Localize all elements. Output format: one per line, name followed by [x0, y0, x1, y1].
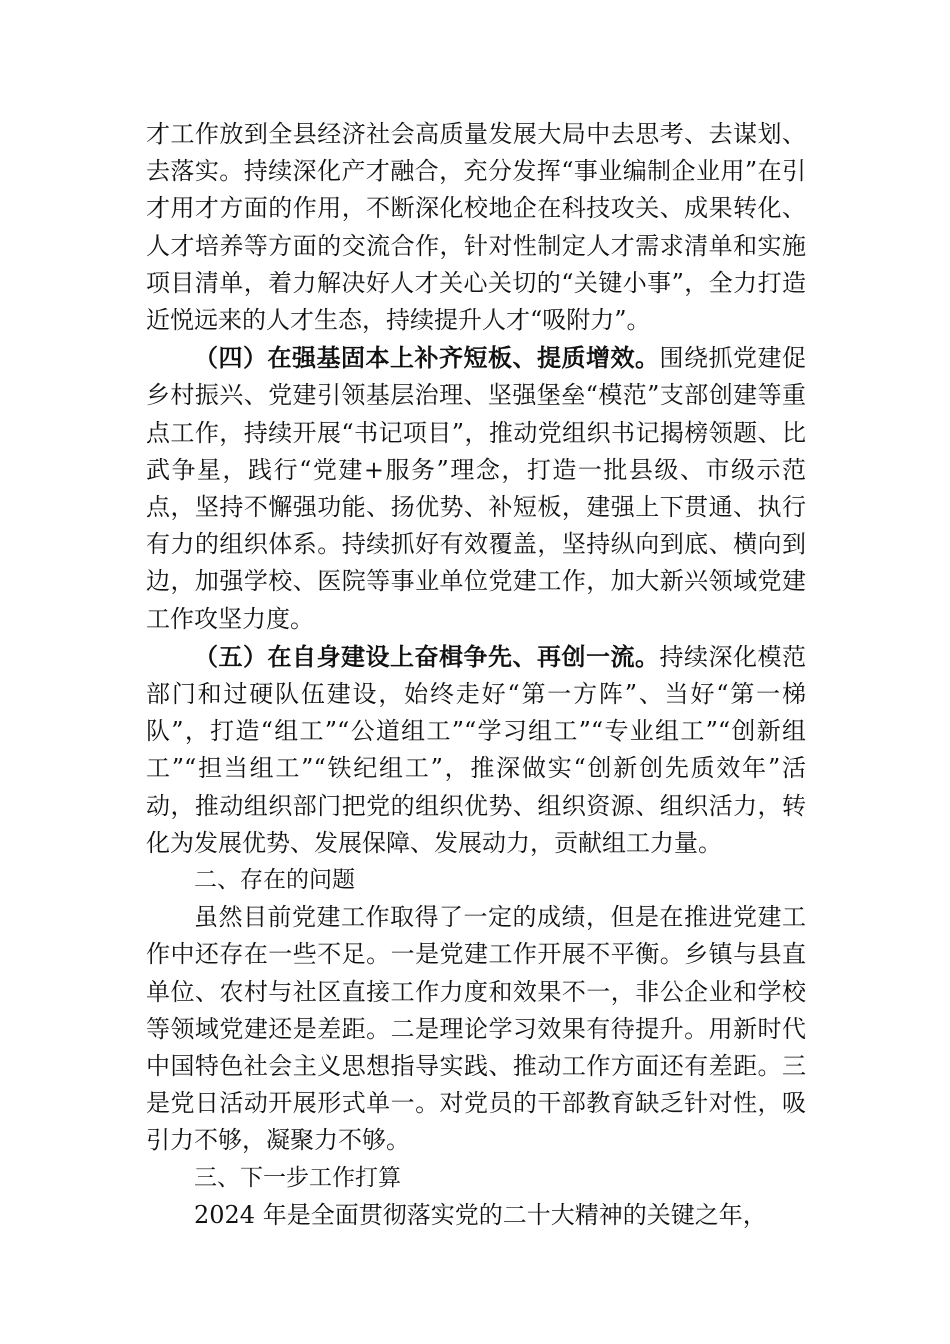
section-five-text: 持续深化模范部门和过硬队伍建设，始终走好“第一方阵”、当好“第一梯队”，打造“组工”“公道组工”“学习组工”“专业组工”“创新组工”“担当组工”“铁纪组工”，推深做实“创新创先质效年”活动，推动组织部门把党的组织优势、组织资源、组织活力，转化为发展优势、发展保障、发展动力，贡献组工力量。 — [146, 642, 806, 857]
paragraph-section-five — [146, 638, 806, 862]
paragraph-text: 2024 年是全面贯彻落实党的二十大精神的关键之年， — [194, 1200, 767, 1229]
section-five-lead: （五）在自身建设上奋楫争先、再创一流。 — [194, 641, 660, 671]
heading-existing-problems: 二、存在的问题 — [194, 867, 355, 894]
section-four-text: 围绕抓党建促乡村振兴、党建引领基层治理、坚强堡垒“模范”支部创建等重点工作，持续开展“书记项目”，推动党组织书记揭榜领题、比武争星，践行“党建+服务”理念，打造一批县级、市级示范点，坚持不懈强功能、扬优势、补短板，建强上下贯通、执行有力的组织体系。持续抓好有效覆盖，坚持纵向到底、横向到边，加强学校、医院等事业单位党建工作，加大新兴领域党建工作攻坚力度。 — [146, 344, 806, 633]
paragraph-text: 才工作放到全县经济社会高质量发展大局中去思考、去谋划、去落实。持续深化产才融合，充分发挥“事业编制企业用”在引才用才方面的作用，不断深化校地企在科技攻关、成果转化、人才培养等方面的交流合作，针对性制定人才需求清单和实施项目清单，着力解决好人才关心关切的“关键小事”，全力打造近悦远来的人才生态，持续提升人才“吸附力”。 — [146, 120, 806, 335]
document-body — [146, 116, 806, 1234]
paragraph-section-four — [146, 339, 806, 638]
section-four-lead: （四）在强基固本上补齐短板、提质增效。 — [194, 343, 660, 373]
heading-next-steps: 三、下一步工作打算 — [194, 1164, 401, 1191]
paragraph-next-steps — [146, 1197, 806, 1234]
paragraph-talent-work — [146, 116, 806, 339]
paragraph-problems — [146, 899, 806, 1159]
paragraph-text: 虽然目前党建工作取得了一定的成绩，但是在推进党建工作中还存在一些不足。一是党建工作开展不平衡。乡镇与县直单位、农村与社区直接工作力度和效果不一，非公企业和学校等领域党建还是差距。二是理论学习效果有待提升。用新时代中国特色社会主义思想指导实践、推动工作方面还有差距。三是党日活动开展形式单一。对党员的干部教育缺乏针对性，吸引力不够，凝聚力不够。 — [146, 903, 806, 1155]
